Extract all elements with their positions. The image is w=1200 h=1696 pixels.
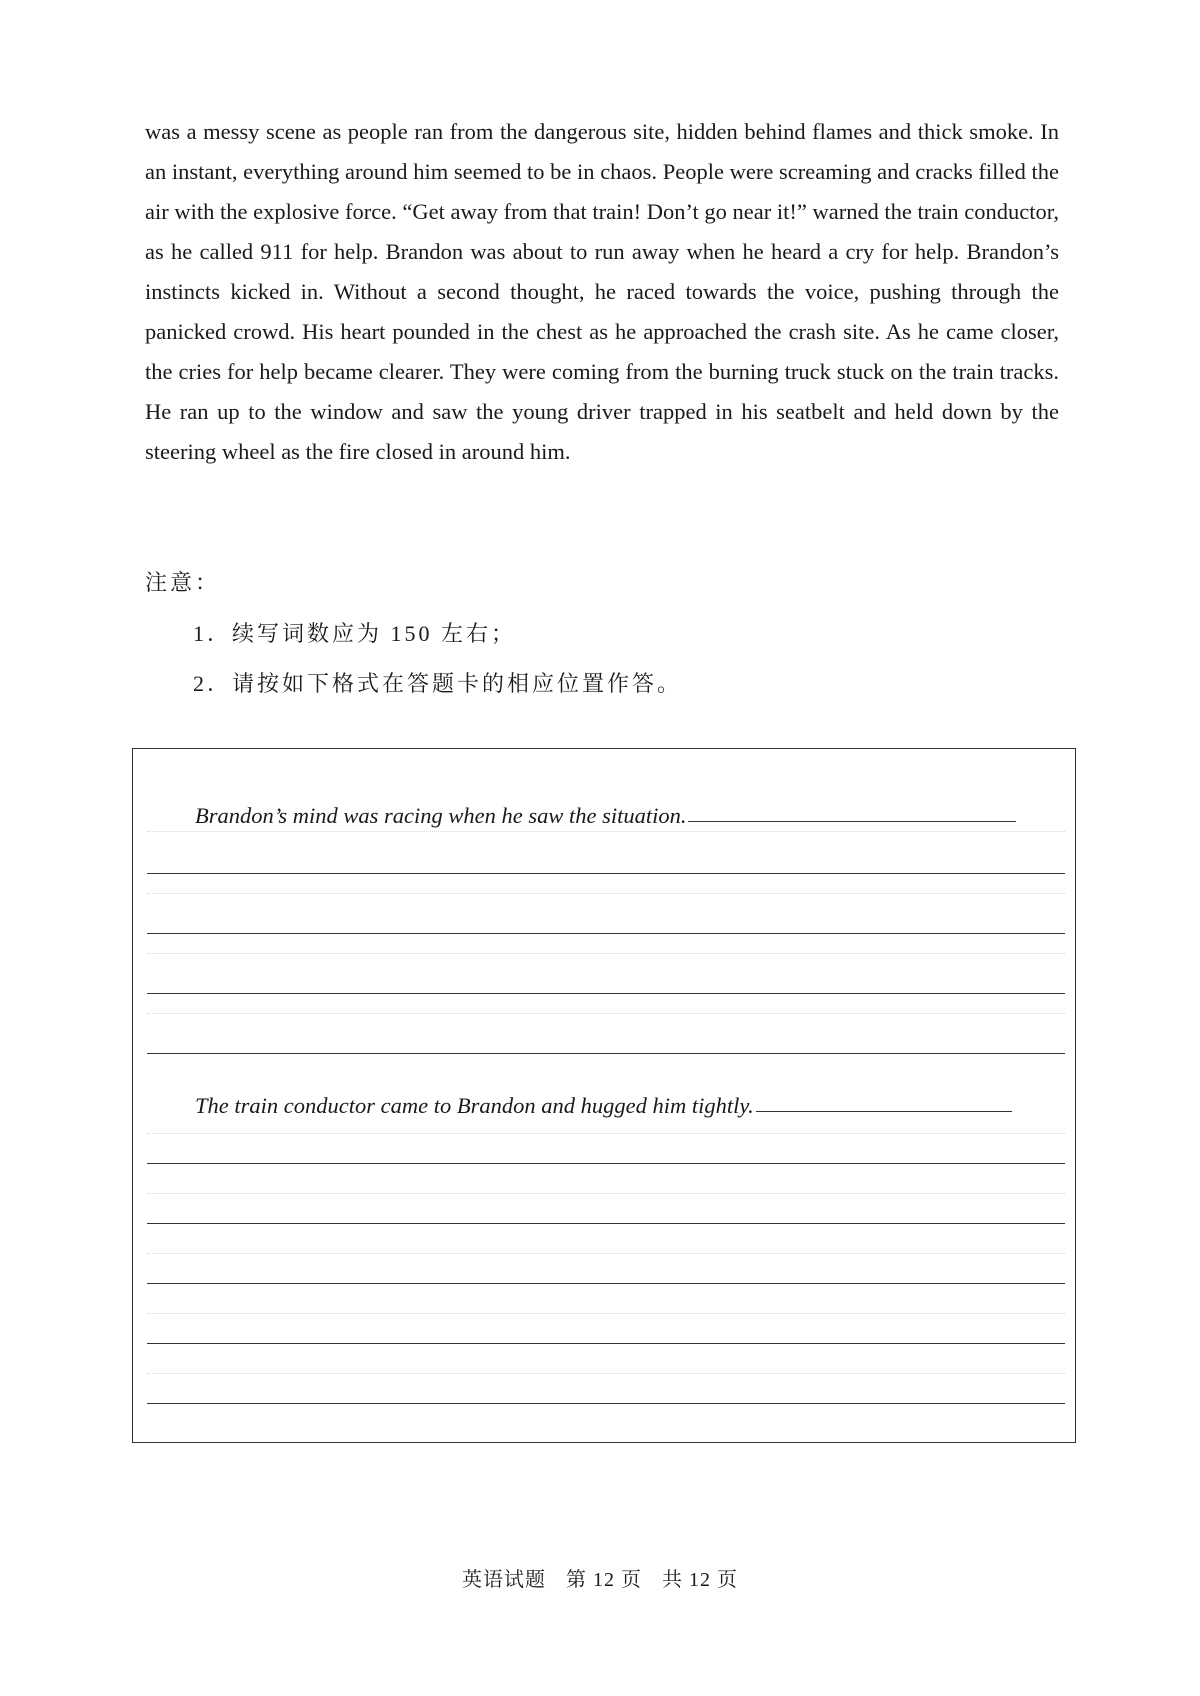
note-item-2: 2．请按如下格式在答题卡的相应位置作答。 (193, 671, 683, 696)
prompt-1-blank (688, 820, 1016, 822)
note-item-1: 1．续写词数应为 150 左右； (193, 621, 517, 646)
dotted-guide (147, 1133, 1065, 1134)
dotted-guide (147, 1253, 1065, 1254)
dotted-guide (147, 1013, 1065, 1014)
writing-line (147, 1403, 1065, 1404)
continuation-prompt-2 (195, 1079, 1012, 1119)
prompt-2-blank (756, 1110, 1012, 1112)
writing-line (147, 1053, 1065, 1054)
writing-line (147, 993, 1065, 994)
dotted-guide (147, 893, 1065, 894)
continuation-prompt-1 (195, 789, 1016, 829)
dotted-guide (147, 953, 1065, 954)
footer-page-number: 第 12 页 (566, 1569, 642, 1591)
answer-box (132, 748, 1076, 1443)
writing-line (147, 1343, 1065, 1344)
writing-line (147, 873, 1065, 874)
writing-line (147, 1163, 1065, 1164)
notes-title: 注意： (145, 570, 221, 595)
writing-line (147, 1283, 1065, 1284)
reading-passage: was a messy scene as people ran from the dangerous site, hidden behind flames and thick smoke. In an instant, everything around him seemed to be in chaos. People were screaming and cracks filled the air with the explosive force. “Get away from that train! Don’t go near it!” warned the train conductor, as he called 911 for help. Brandon was about to run away when he heard a cry for help. Brandon’s instincts kicked in. Without a second thought, he raced towards the voice, pushing through the panicked crowd. His heart pounded in the chest as he approached the crash site. As he came closer, the cries for help became clearer. They were coming from the burning truck stuck on the train tracks. He ran up to the window and saw the young driver trapped in his seatbelt and held down by the steering wheel as the fire closed in around him. (145, 119, 1059, 464)
writing-line (147, 1223, 1065, 1224)
footer-total-pages: 共 12 页 (662, 1569, 738, 1591)
prompt-1-text: Brandon’s mind was racing when he saw the situation. (195, 803, 687, 828)
dotted-guide (147, 1313, 1065, 1314)
dotted-guide (147, 1193, 1065, 1194)
dotted-guide (147, 831, 1065, 832)
prompt-2-text: The train conductor came to Brandon and hugged him tightly. (195, 1093, 754, 1118)
footer-subject: 英语试题 (462, 1569, 546, 1591)
writing-line (147, 933, 1065, 934)
dotted-guide (147, 1373, 1065, 1374)
page-footer (0, 1563, 1200, 1592)
